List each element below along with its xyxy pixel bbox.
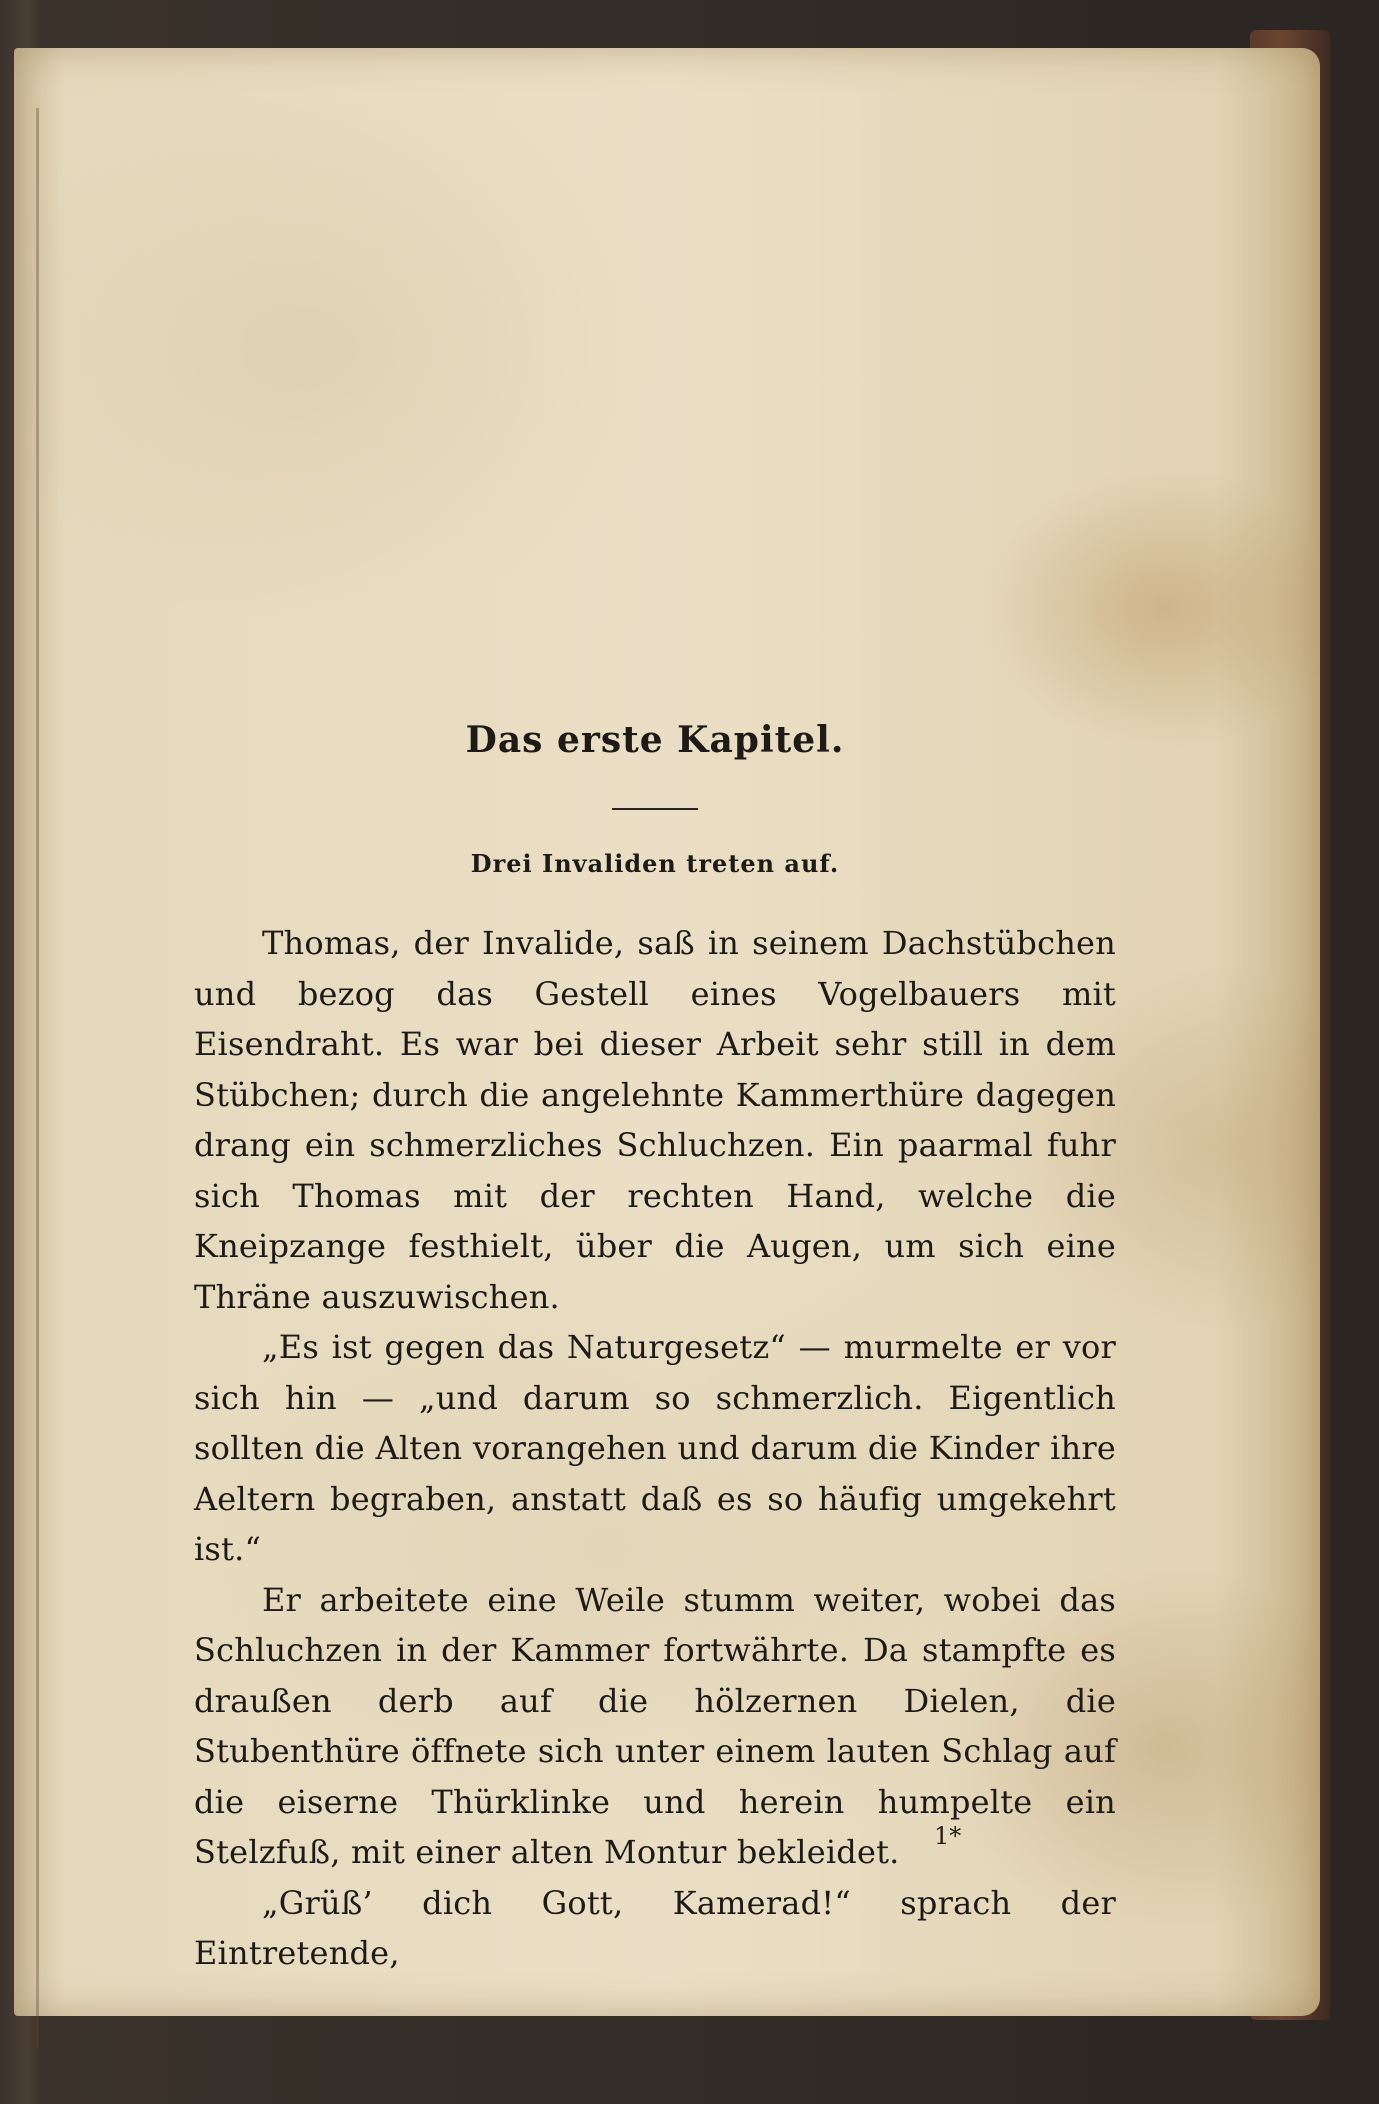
chapter-subtitle: Drei Invaliden treten auf. [470,849,840,878]
paragraph: Thomas, der Invalide, saß in seinem Dachstübchen und bezog das Gestell eines Vogelbauers mit Eisendraht. Es war bei dieser Arbeit sehr still in dem Stübchen; durch die angelehnte Kammerthüre dagegen drang ein schmerzliches Schluchzen. Ein paarmal fuhr sich Thomas mit der rechten Hand, welche die Kneipzange festhielt, über die Augen, um sich eine Thräne auszuwischen. [194,924,1116,1316]
body-text [194,918,1116,1979]
title-divider [612,808,698,810]
page-content [194,708,1116,1979]
signature-mark: 1* [934,1822,962,1850]
paragraph: Er arbeitete eine Weile stumm weiter, wobei das Schluchzen in der Kammer fortwährte. Da stampfte es draußen derb auf die hölzernen Dielen, die Stubenthüre öffnete sich unter einem lauten Schlag auf die eiserne Thürklinke und herein humpelte ein Stelzfuß, mit einer alten Montur bekleidet. [194,1580,1116,1871]
paragraph: „Es ist gegen das Naturgesetz“ — murmelte er vor sich hin — „und darum so schmerzlich. Eigentlich sollten die Alten vorangehen und darum die Kinder ihre Aeltern begraben, anstatt daß es so häufig umgekehrt ist.“ [194,1328,1116,1568]
chapter-title: Das erste Kapitel. [465,719,845,761]
paragraph: „Grüß’ dich Gott, Kamerad!“ sprach der Eintretende, [194,1883,1116,1972]
book-page [14,48,1320,2016]
page-gutter [36,108,39,2048]
